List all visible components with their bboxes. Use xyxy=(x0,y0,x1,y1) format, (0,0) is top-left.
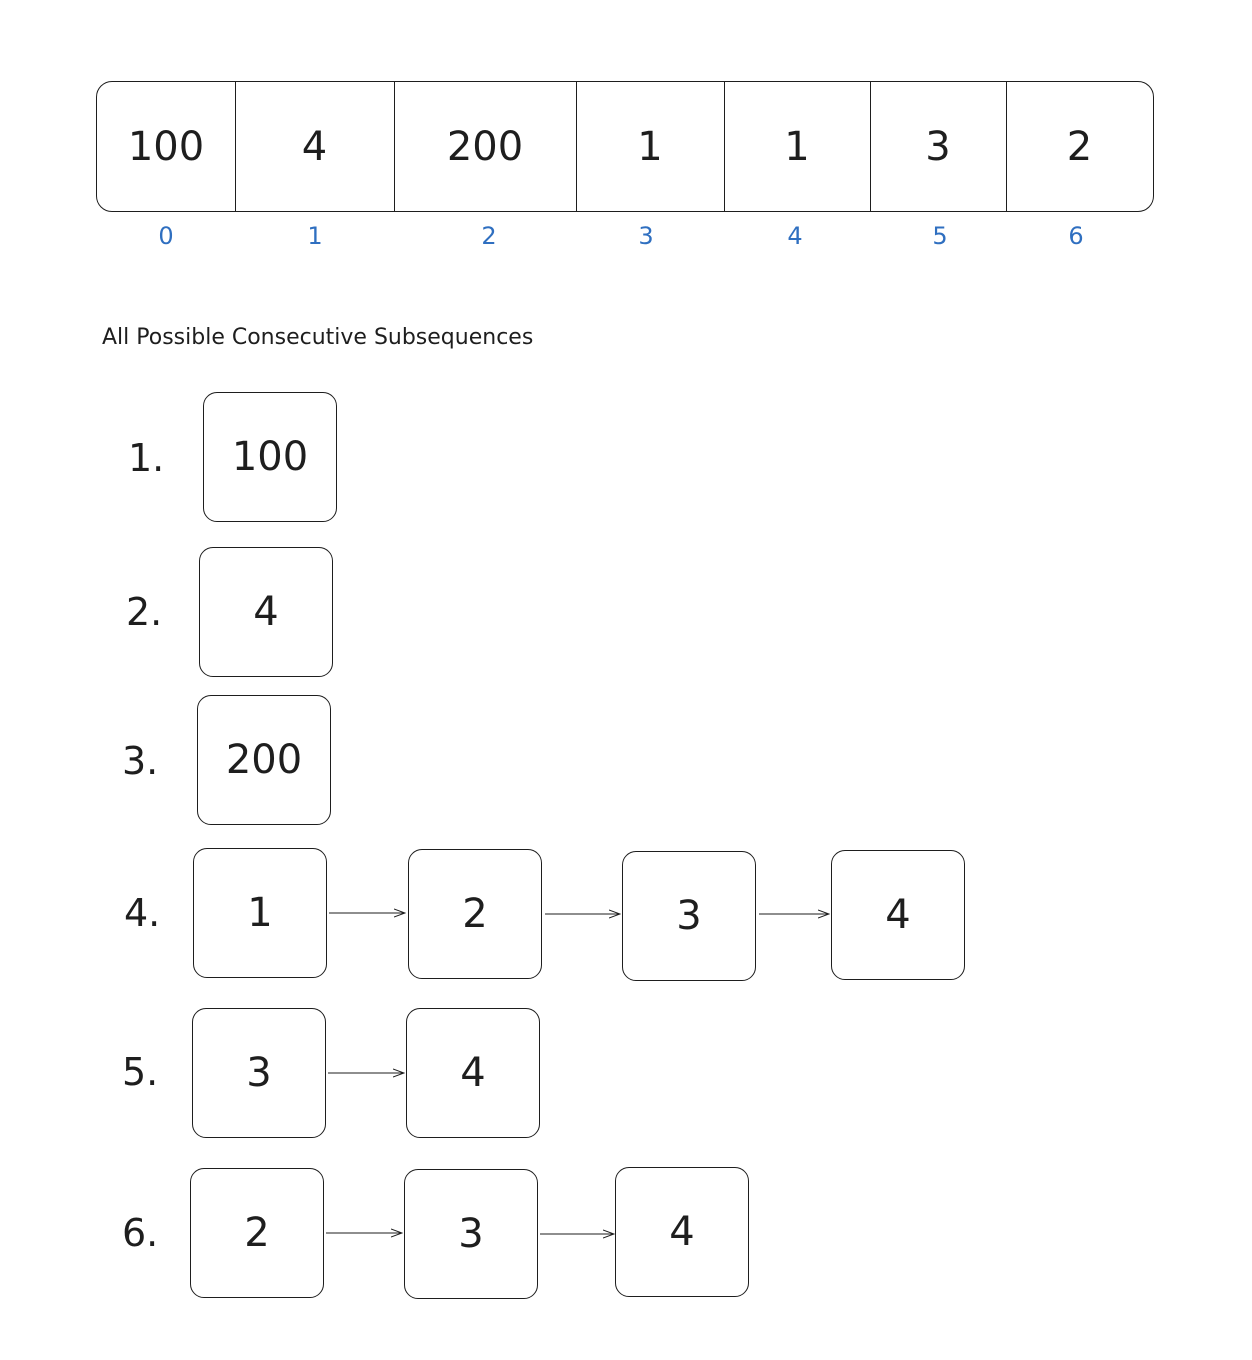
subsequence-box: 4 xyxy=(831,850,965,980)
subsequence-box: 100 xyxy=(203,392,337,522)
subsequence-box: 4 xyxy=(406,1008,540,1138)
subsequence-box: 2 xyxy=(190,1168,324,1298)
section-title: All Possible Consecutive Subsequences xyxy=(102,325,534,350)
array-cell-0: 100 xyxy=(127,124,205,170)
row-label-3: 3. xyxy=(122,739,159,783)
array-index-5: 5 xyxy=(932,222,948,250)
array-index-6: 6 xyxy=(1068,222,1084,250)
row-label-1: 1. xyxy=(128,436,165,480)
row-label-5: 5. xyxy=(122,1050,159,1094)
array-index-1: 1 xyxy=(307,222,323,250)
subsequence-box: 2 xyxy=(408,849,542,979)
array-cell-1: 4 xyxy=(301,124,328,170)
subsequence-box: 3 xyxy=(192,1008,326,1138)
subsequence-box: 4 xyxy=(615,1167,749,1297)
array-cell-5: 3 xyxy=(925,124,951,170)
array-cell-2: 200 xyxy=(446,124,524,170)
subsequence-box: 3 xyxy=(622,851,756,981)
row-label-2: 2. xyxy=(126,590,163,634)
subsequence-box: 1 xyxy=(193,848,327,978)
array-index-2: 2 xyxy=(481,222,497,250)
subsequence-box: 4 xyxy=(199,547,333,677)
subsequence-box: 200 xyxy=(197,695,331,825)
row-label-6: 6. xyxy=(122,1211,159,1255)
row-label-4: 4. xyxy=(124,891,161,935)
subsequence-box: 3 xyxy=(404,1169,538,1299)
array-cell-4: 1 xyxy=(784,124,810,170)
array-index-3: 3 xyxy=(638,222,654,250)
array-index-0: 0 xyxy=(158,222,174,250)
array-index-4: 4 xyxy=(787,222,803,250)
array-cell-3: 1 xyxy=(637,124,663,170)
array-cell-6: 2 xyxy=(1066,124,1093,170)
